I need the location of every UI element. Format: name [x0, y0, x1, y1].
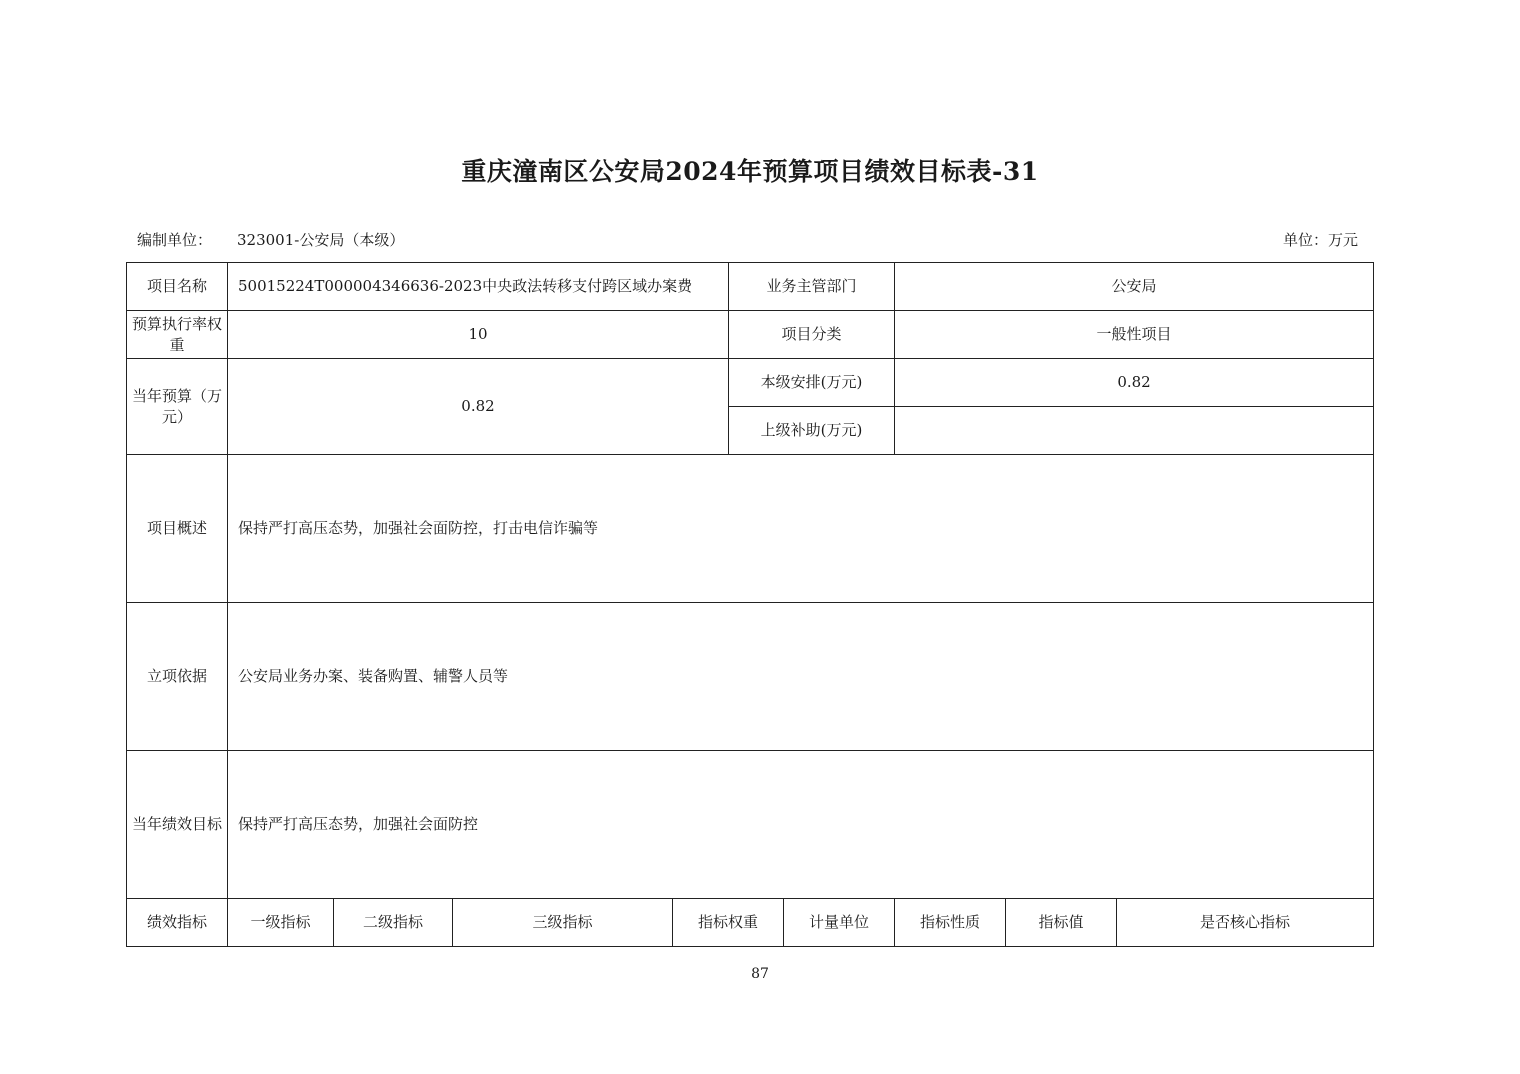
indicator-level1-header: 一级指标	[228, 899, 334, 947]
row-basis	[127, 603, 1374, 751]
dept-value: 公安局	[895, 263, 1374, 311]
row-goal	[127, 751, 1374, 899]
overview-label: 项目概述	[127, 455, 228, 603]
page-number: 87	[751, 966, 769, 982]
indicator-unit-header: 计量单位	[784, 899, 895, 947]
indicator-label: 绩效指标	[127, 899, 228, 947]
row-budget-local	[127, 359, 1374, 407]
upper-label: 上级补助(万元)	[729, 407, 895, 455]
basis-value: 公安局业务办案、装备购置、辅警人员等	[228, 603, 1374, 751]
performance-target-table	[126, 262, 1374, 947]
row-project-name	[127, 263, 1374, 311]
document-title: 重庆潼南区公安局2024年预算项目绩效目标表-31	[461, 157, 1039, 186]
row-exec-weight	[127, 311, 1374, 359]
category-value: 一般性项目	[895, 311, 1374, 359]
indicator-level3-header: 三级指标	[453, 899, 673, 947]
local-label: 本级安排(万元)	[729, 359, 895, 407]
dept-label: 业务主管部门	[729, 263, 895, 311]
basis-label: 立项依据	[127, 603, 228, 751]
compiling-unit-value: 323001-公安局（本级）	[237, 231, 405, 249]
project-name-label: 项目名称	[127, 263, 228, 311]
budget-label: 当年预算（万元）	[127, 359, 228, 455]
indicator-value-header: 指标值	[1006, 899, 1117, 947]
row-overview	[127, 455, 1374, 603]
compiling-unit-label: 编制单位：	[137, 231, 213, 249]
goal-value: 保持严打高压态势，加强社会面防控	[228, 751, 1374, 899]
goal-label: 当年绩效目标	[127, 751, 228, 899]
overview-value: 保持严打高压态势，加强社会面防控，打击电信诈骗等	[228, 455, 1374, 603]
indicator-level2-header: 二级指标	[334, 899, 453, 947]
compiling-unit	[137, 229, 404, 250]
exec-weight-label: 预算执行率权重	[127, 311, 228, 359]
exec-weight-value: 10	[228, 311, 729, 359]
indicator-core-header: 是否核心指标	[1117, 899, 1374, 947]
upper-value	[895, 407, 1374, 455]
category-label: 项目分类	[729, 311, 895, 359]
indicator-weight-header: 指标权重	[673, 899, 784, 947]
row-indicator-header	[127, 899, 1374, 947]
local-value: 0.82	[895, 359, 1374, 407]
currency-unit: 单位：万元	[1283, 231, 1359, 249]
budget-value: 0.82	[228, 359, 729, 455]
indicator-nature-header: 指标性质	[895, 899, 1006, 947]
project-name-value: 50015224T000004346636-2023中央政法转移支付跨区域办案费	[228, 263, 729, 311]
